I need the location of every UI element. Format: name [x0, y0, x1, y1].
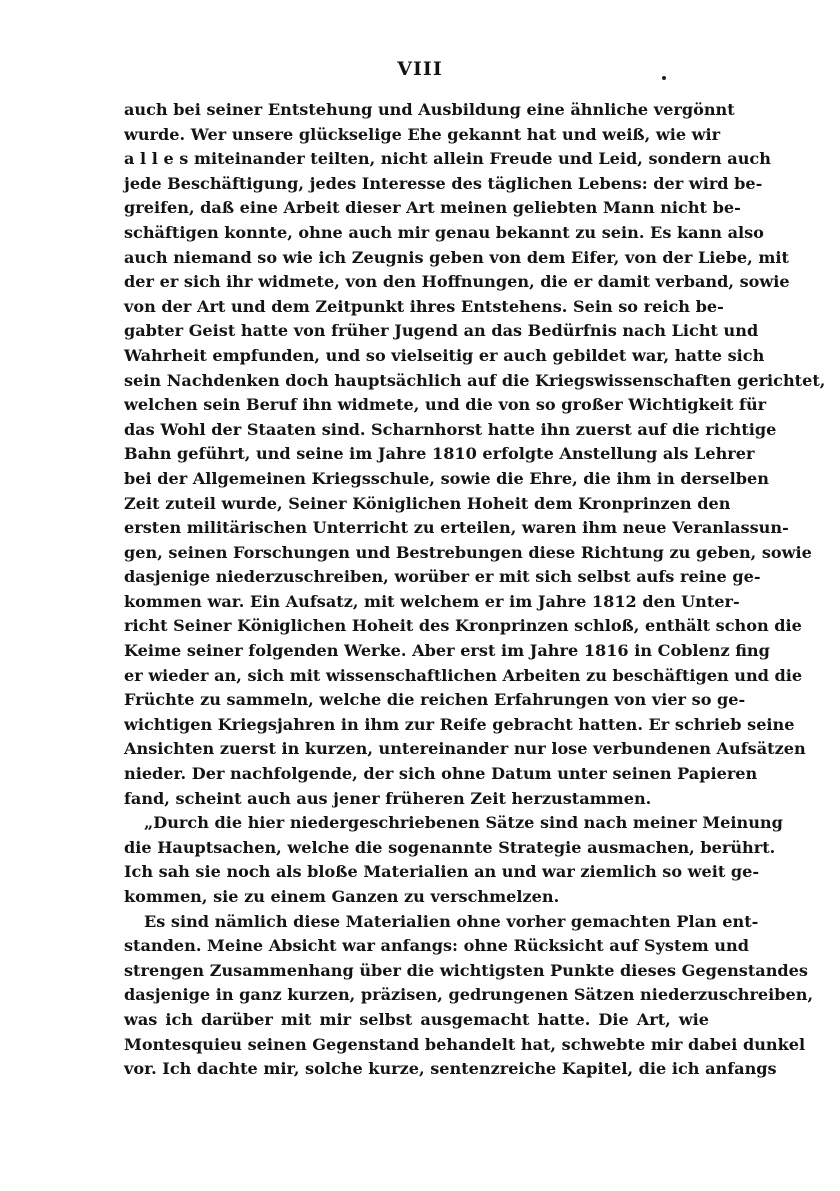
paragraph-start-line: Es sind nämlich diese Materialien ohne vorher gemachten Plan ent- — [144, 911, 759, 931]
text-line: sein Nachdenken doch hauptsächlich auf die Kriegswissenschaften gerichtet, — [124, 370, 826, 390]
paragraph-end-line: fand, scheint auch aus jener früheren Zeit herzustammen. — [124, 788, 652, 808]
text-line: vor. Ich dachte mir, solche kurze, sentenzreiche Kapitel, die ich anfangs — [124, 1059, 777, 1079]
text-line: jede Beschäftigung, jedes Interesse des täglichen Lebens: der wird be- — [124, 173, 763, 193]
text-line: Ansichten zuerst in kurzen, untereinander nur lose verbundenen Aufsätzen — [124, 739, 806, 759]
text-line: strengen Zusammenhang über die wichtigsten Punkte dieses Gegenstandes — [124, 960, 808, 980]
text-line: dasjenige niederzuschreiben, worüber er mit sich selbst aufs reine ge- — [124, 567, 761, 587]
text-line: wurde. Wer unsere glückselige Ehe gekannt hat und weiß, wie wir — [124, 124, 721, 144]
paragraph-end-line: kommen, sie zu einem Ganzen zu verschmelzen. — [124, 887, 560, 906]
text-line: er wieder an, sich mit wissenschaftlichen Arbeiten zu beschäftigen und die — [124, 665, 803, 685]
print-speck — [662, 76, 666, 80]
text-line: standen. Meine Absicht war anfangs: ohne Rücksicht auf System und — [124, 936, 749, 956]
text-line: Zeit zuteil wurde, Seiner Königlichen Hoheit dem Kronprinzen den — [124, 493, 731, 513]
text-line: dasjenige in ganz kurzen, präzisen, gedrungenen Sätzen niederzuschreiben, — [124, 985, 814, 1005]
text-line: kommen war. Ein Aufsatz, mit welchem er im Jahre 1812 den Unter- — [124, 591, 740, 611]
text-line: Wahrheit empfunden, und so vielseitig er auch gebildet war, hatte sich — [124, 345, 765, 365]
text-line: richt Seiner Königlichen Hoheit des Kronprinzen schloß, enthält schon die — [124, 616, 802, 636]
text-line: Früchte zu sammeln, welche die reichen Erfahrungen von vier so ge- — [124, 690, 746, 710]
text-line: Ich sah sie noch als bloße Materialien an und war ziemlich so weit ge- — [124, 862, 760, 882]
text-line: Montesquieu seinen Gegenstand behandelt hat, schwebte mir dabei dunkel — [124, 1034, 806, 1054]
body-text — [124, 98, 826, 1082]
text-line: welchen sein Beruf ihn widmete, und die von so großer Wichtigkeit für — [124, 395, 767, 415]
text-line: auch niemand so wie ich Zeugnis geben von dem Eifer, von der Liebe, mit — [124, 247, 789, 267]
text-line: die Hauptsachen, welche die sogenannte Strategie ausmachen, berührt. — [124, 837, 776, 857]
text-line: das Wohl der Staaten sind. Scharnhorst hatte ihn zuerst auf die richtige — [124, 419, 777, 439]
text-line: nieder. Der nachfolgende, der sich ohne Datum unter seinen Papieren — [124, 764, 758, 784]
text-line: bei der Allgemeinen Kriegsschule, sowie die Ehre, die ihm in derselben — [124, 468, 769, 488]
text-line: auch bei seiner Entstehung und Ausbildung eine ähnliche vergönnt — [124, 100, 735, 119]
text-line: von der Art und dem Zeitpunkt ihres Entstehens. Sein so reich be- — [124, 296, 724, 316]
text-line: gen, seinen Forschungen und Bestrebungen diese Richtung zu geben, sowie — [124, 542, 812, 562]
text-line: wichtigen Kriegsjahren in ihm zur Reife gebracht hatten. Er schrieb seine — [124, 714, 795, 734]
page-number: VIII — [397, 58, 443, 80]
text-line: der er sich ihr widmete, von den Hoffnungen, die er damit verband, sowie — [124, 272, 790, 292]
text-line: Keime seiner folgenden Werke. Aber erst im Jahre 1816 in Coblenz fing — [124, 641, 770, 661]
text-line: schäftigen konnte, ohne auch mir genau bekannt zu sein. Es kann also — [124, 222, 764, 242]
text-line: gabter Geist hatte von früher Jugend an das Bedürfnis nach Licht und — [124, 321, 759, 341]
text-line: a l l e s miteinander teilten, nicht allein Freude und Leid, sondern auch — [124, 149, 771, 169]
text-line: greifen, daß eine Arbeit dieser Art meinen geliebten Mann nicht be- — [124, 198, 741, 218]
quote-start-line: „Durch die hier niedergeschriebenen Sätze sind nach meiner Meinung — [144, 813, 783, 833]
text-line: Bahn geführt, und seine im Jahre 1810 erfolgte Anstellung als Lehrer — [124, 444, 755, 464]
text-line: ersten militärischen Unterricht zu erteilen, waren ihm neue Veranlassun- — [124, 518, 789, 538]
text-line: was ich darüber mit mir selbst ausgemacht hatte. Die Art, wie — [124, 1009, 709, 1029]
